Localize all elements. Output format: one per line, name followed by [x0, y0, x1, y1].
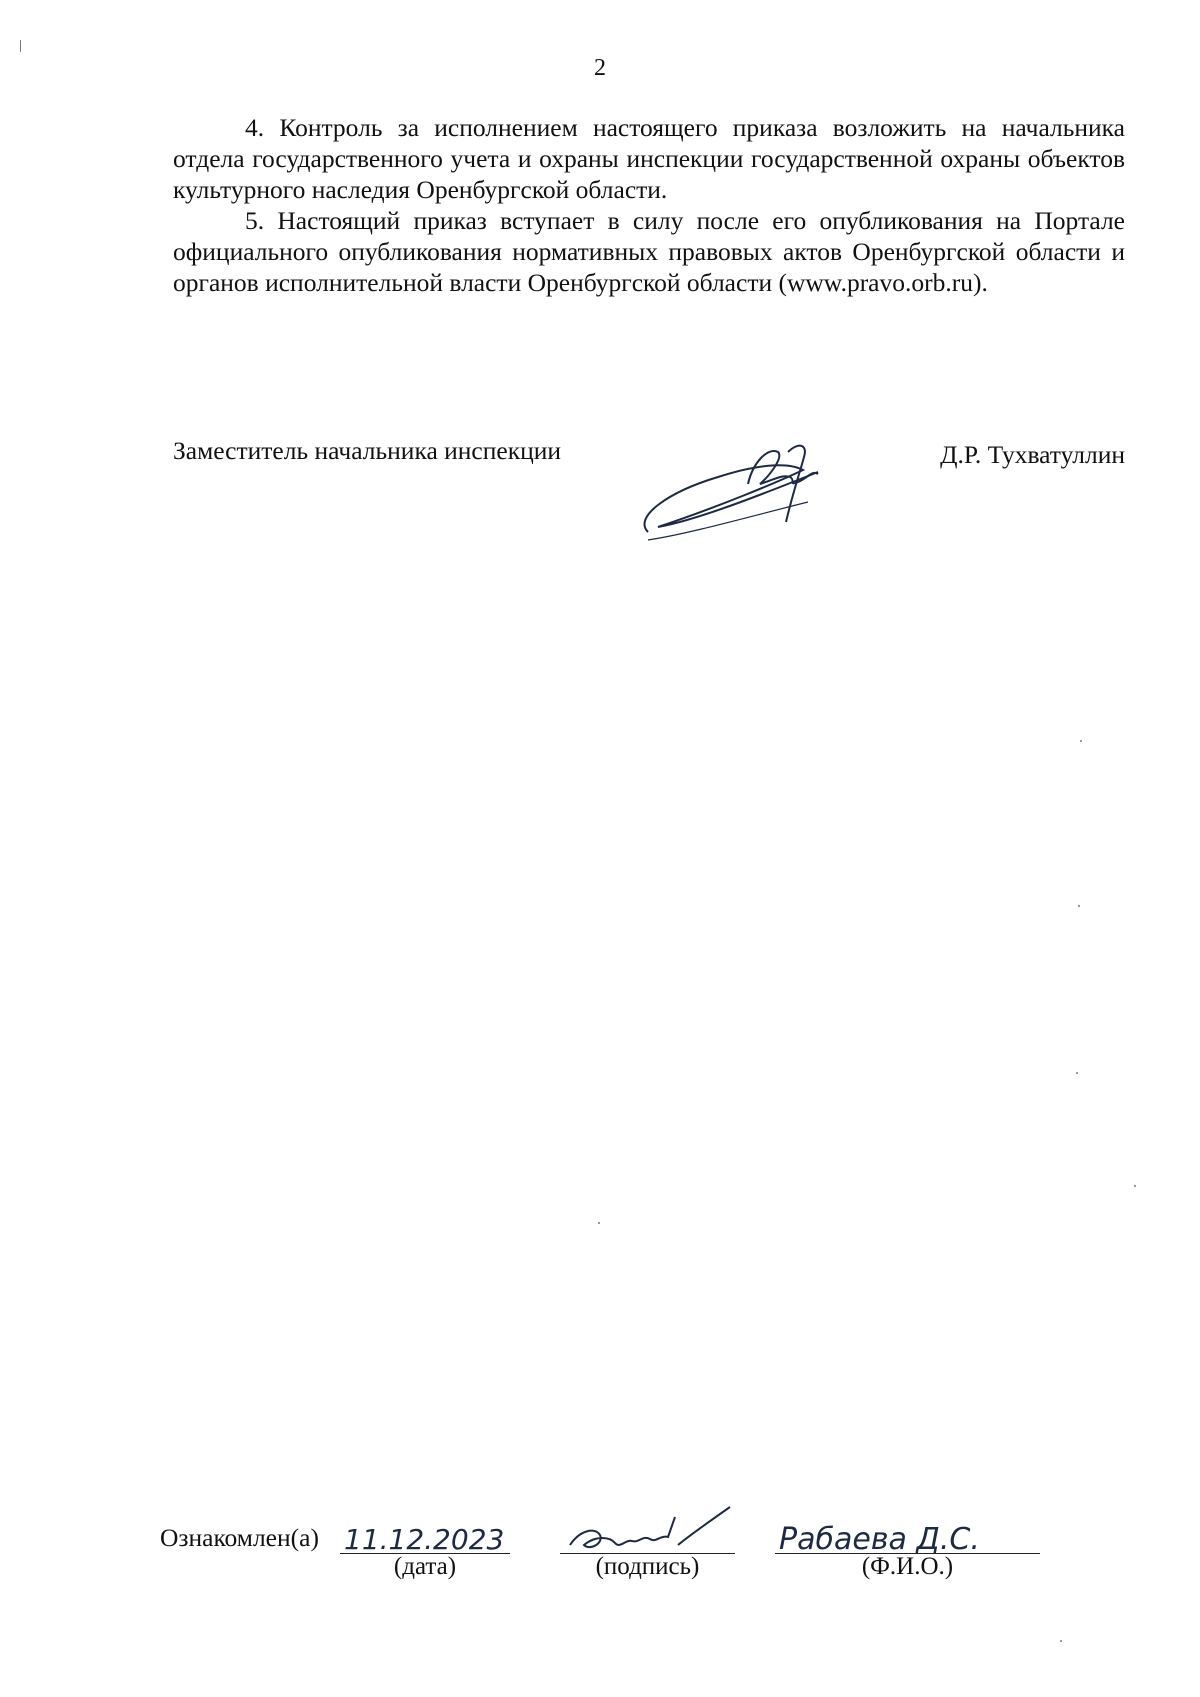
scan-speck [20, 40, 21, 52]
svg-text:Рабаева Д.С.: Рабаева Д.С. [779, 1522, 980, 1557]
svg-text:11.12.2023: 11.12.2023 [344, 1523, 505, 1556]
handwritten-date [340, 1505, 510, 1559]
signatory-signature [628, 422, 868, 562]
page-number: 2 [594, 55, 606, 81]
caption-signature: (подпись) [595, 1553, 700, 1580]
paragraph-5: 5. Настоящий приказ вступает в силу после его опубликования на Портале официального опубликования нормативных правовых актов Оренбургской области и органов исполнительной власти Оренбургской области (www.pravo.orb.ru). [173, 206, 1125, 297]
scan-speck [1078, 905, 1080, 907]
caption-name: (Ф.И.О.) [861, 1553, 954, 1580]
signatory-position: Заместитель начальника инспекции [173, 436, 562, 465]
scan-speck [1060, 1640, 1062, 1642]
handwritten-name [775, 1505, 1040, 1559]
acknowledgement-block [160, 1505, 1140, 1595]
signature-block [173, 436, 1125, 566]
scan-speck [1076, 1072, 1078, 1074]
order-body [173, 112, 1125, 298]
scan-speck [598, 1222, 600, 1224]
acknowledgement-label: Ознакомлен(а) [160, 1523, 319, 1552]
ack-date-field [340, 1505, 510, 1585]
signatory-name: Д.Р. Тухватуллин [940, 440, 1125, 469]
scan-speck [1134, 1185, 1136, 1187]
caption-date: (дата) [393, 1553, 457, 1580]
ack-name-field [775, 1505, 1040, 1585]
handwritten-signature [560, 1505, 735, 1559]
paragraph-4: 4. Контроль за исполнением настоящего приказа возложить на начальника отдела государственного учета и охраны инспекции государственной охраны объектов культурного наследия Оренбургской области. [173, 113, 1125, 204]
scan-speck [1080, 740, 1082, 742]
ack-signature-field [560, 1505, 735, 1585]
